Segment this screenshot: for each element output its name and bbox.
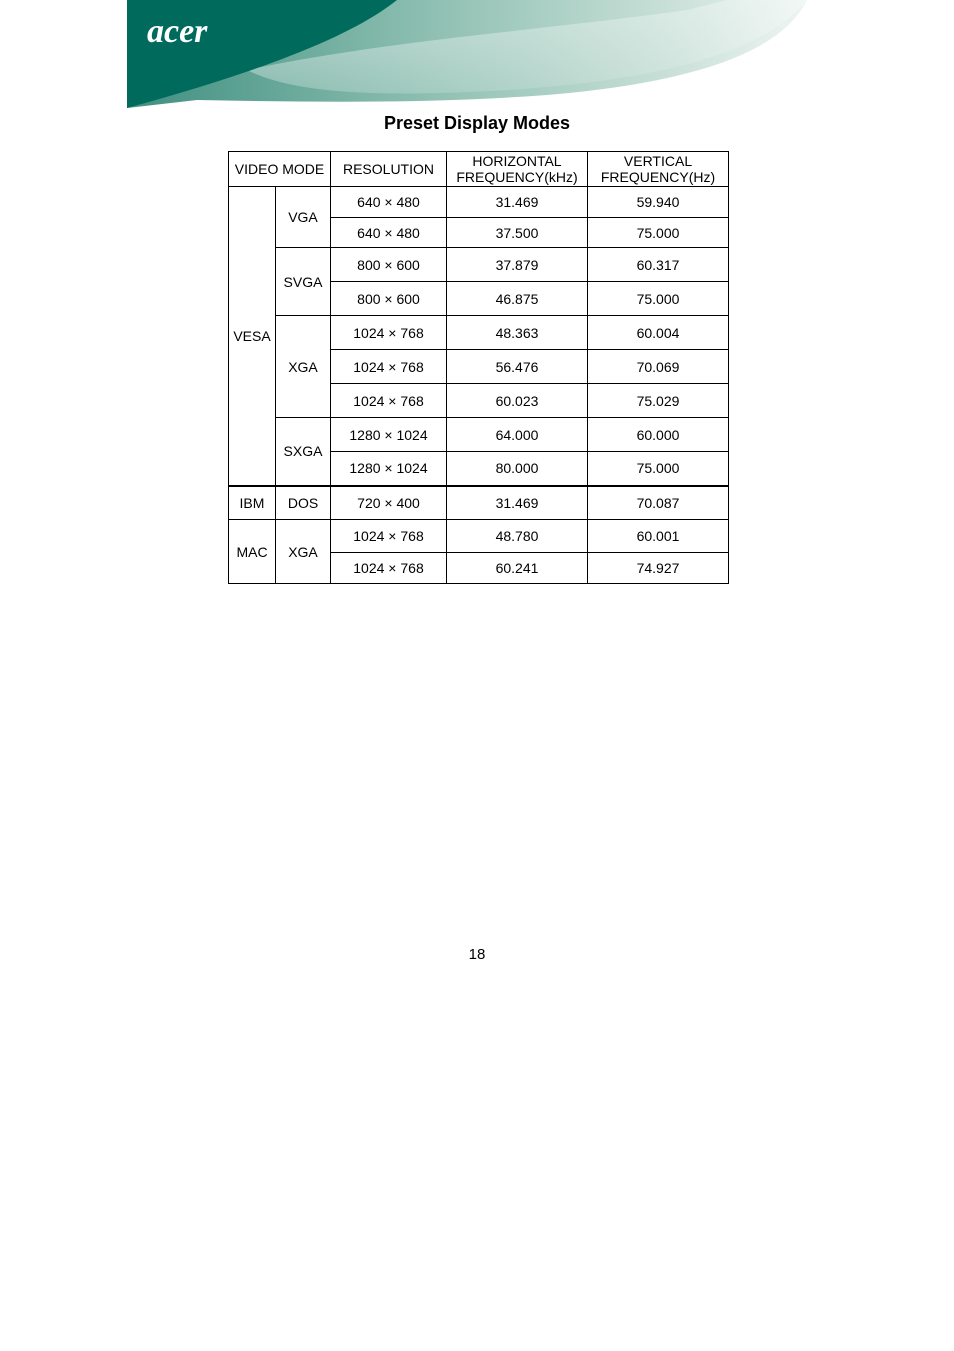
horizontal-cell: 64.000 [447, 418, 588, 452]
vertical-cell: 74.927 [588, 553, 729, 584]
table-header-row [229, 152, 729, 187]
preset-modes-table [228, 151, 729, 584]
resolution-header: RESOLUTION [331, 152, 447, 187]
acer-logo: acer [147, 13, 208, 50]
horizontal-cell: 56.476 [447, 350, 588, 384]
page-title: Preset Display Modes [383, 113, 571, 133]
table-row [229, 248, 729, 282]
vertical-cell: 60.317 [588, 248, 729, 282]
table-row [229, 187, 729, 218]
resolution-cell: 720 × 400 [331, 486, 447, 520]
group-vesa: VESA [229, 187, 276, 486]
horizontal-frequency-header: HORIZONTAL FREQUENCY(kHz) [447, 152, 588, 187]
horizontal-cell: 60.023 [447, 384, 588, 418]
horizontal-cell: 31.469 [447, 486, 588, 520]
horizontal-cell: 60.241 [447, 553, 588, 584]
vertical-cell: 60.004 [588, 316, 729, 350]
table-row [229, 520, 729, 553]
mode-mac-xga: XGA [276, 520, 331, 584]
resolution-cell: 1024 × 768 [331, 384, 447, 418]
vertical-cell: 60.000 [588, 418, 729, 452]
resolution-cell: 1024 × 768 [331, 553, 447, 584]
vertical-cell: 75.000 [588, 282, 729, 316]
vertical-cell: 60.001 [588, 520, 729, 553]
resolution-cell: 640 × 480 [331, 187, 447, 218]
mode-sxga: SXGA [276, 418, 331, 486]
resolution-cell: 1024 × 768 [331, 350, 447, 384]
mode-vga: VGA [276, 187, 331, 248]
page-number: 18 [468, 946, 486, 963]
mode-svga: SVGA [276, 248, 331, 316]
vertical-cell: 59.940 [588, 187, 729, 218]
vertical-cell: 75.000 [588, 218, 729, 248]
vertical-cell: 75.029 [588, 384, 729, 418]
resolution-cell: 1024 × 768 [331, 316, 447, 350]
resolution-cell: 1024 × 768 [331, 520, 447, 553]
horizontal-cell: 31.469 [447, 187, 588, 218]
horizontal-cell: 48.363 [447, 316, 588, 350]
horizontal-cell: 80.000 [447, 452, 588, 486]
horizontal-cell: 46.875 [447, 282, 588, 316]
resolution-cell: 800 × 600 [331, 248, 447, 282]
table-row [229, 486, 729, 520]
resolution-cell: 1280 × 1024 [331, 452, 447, 486]
vertical-frequency-header: VERTICAL FREQUENCY(Hz) [588, 152, 729, 187]
mode-xga: XGA [276, 316, 331, 418]
group-ibm: IBM [229, 486, 276, 520]
vertical-cell: 70.069 [588, 350, 729, 384]
resolution-cell: 640 × 480 [331, 218, 447, 248]
table-row [229, 418, 729, 452]
horizontal-cell: 37.879 [447, 248, 588, 282]
horizontal-cell: 37.500 [447, 218, 588, 248]
video-mode-header: VIDEO MODE [229, 152, 331, 187]
header-banner [127, 0, 807, 108]
group-mac: MAC [229, 520, 276, 584]
mode-dos: DOS [276, 486, 331, 520]
horizontal-cell: 48.780 [447, 520, 588, 553]
resolution-cell: 1280 × 1024 [331, 418, 447, 452]
resolution-cell: 800 × 600 [331, 282, 447, 316]
table-row [229, 316, 729, 350]
vertical-cell: 70.087 [588, 486, 729, 520]
vertical-cell: 75.000 [588, 452, 729, 486]
